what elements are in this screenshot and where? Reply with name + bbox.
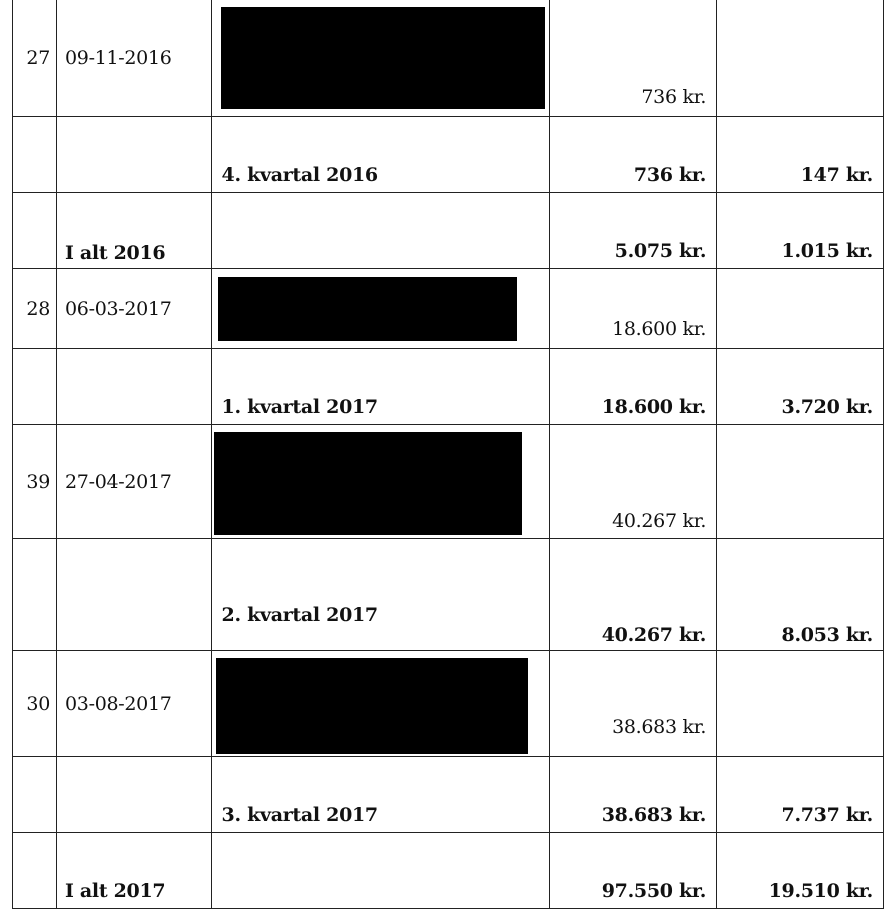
entry-amount: 38.683 kr.	[550, 651, 717, 757]
quarter-amount: 736 kr.	[550, 117, 717, 193]
quarter-vat: 147 kr.	[717, 117, 884, 193]
entry-vat	[717, 651, 884, 757]
redaction-block	[214, 432, 522, 535]
entry-vat	[717, 269, 884, 349]
year-total-amount: 97.550 kr.	[550, 833, 717, 909]
quarter-amount: 18.600 kr.	[550, 349, 717, 425]
year-total-vat: 19.510 kr.	[717, 833, 884, 909]
table-row-entry	[13, 269, 884, 349]
entry-description	[211, 651, 550, 757]
table-row-entry	[13, 425, 884, 539]
quarter-label-cell	[211, 117, 550, 193]
quarter-vat: 8.053 kr.	[717, 539, 884, 651]
table-row-entry	[13, 651, 884, 757]
table-row-year-total	[13, 193, 884, 269]
quarter-amount: 40.267 kr.	[550, 539, 717, 651]
entry-date: 06-03-2017	[57, 269, 212, 349]
table-row-quarter	[13, 757, 884, 833]
year-total-vat: 1.015 kr.	[717, 193, 884, 269]
quarter-label: 2. kvartal 2017	[221, 604, 378, 626]
table-row-entry	[13, 0, 884, 117]
ledger-table	[12, 0, 884, 909]
table-row-quarter	[13, 539, 884, 651]
empty-cell	[57, 757, 212, 833]
redaction-block	[218, 277, 517, 341]
entry-description	[211, 269, 550, 349]
entry-date: 09-11-2016	[57, 0, 212, 117]
quarter-label: 4. kvartal 2016	[221, 164, 378, 186]
quarter-label: 3. kvartal 2017	[221, 804, 378, 826]
entry-number: 27	[13, 0, 57, 117]
entry-date: 03-08-2017	[57, 651, 212, 757]
year-total-label-cell	[57, 193, 212, 269]
empty-cell	[57, 117, 212, 193]
quarter-label-cell	[211, 757, 550, 833]
entry-number: 30	[13, 651, 57, 757]
quarter-label: 1. kvartal 2017	[221, 396, 378, 418]
empty-cell	[13, 349, 57, 425]
entry-amount: 736 kr.	[550, 0, 717, 117]
empty-cell	[13, 117, 57, 193]
empty-cell	[13, 757, 57, 833]
entry-number: 28	[13, 269, 57, 349]
entry-date: 27-04-2017	[57, 425, 212, 539]
quarter-vat: 7.737 kr.	[717, 757, 884, 833]
entry-number: 39	[13, 425, 57, 539]
redaction-block	[221, 7, 545, 109]
year-total-label-cell	[57, 833, 212, 909]
empty-cell	[57, 349, 212, 425]
entry-amount: 40.267 kr.	[550, 425, 717, 539]
empty-cell	[57, 539, 212, 651]
table-row-year-total	[13, 833, 884, 909]
empty-cell	[13, 833, 57, 909]
year-total-label: I alt 2017	[65, 880, 166, 902]
empty-cell	[13, 539, 57, 651]
quarter-label-cell	[211, 539, 550, 651]
empty-cell	[13, 193, 57, 269]
table-row-quarter	[13, 349, 884, 425]
year-total-amount: 5.075 kr.	[550, 193, 717, 269]
entry-amount: 18.600 kr.	[550, 269, 717, 349]
empty-cell	[211, 833, 550, 909]
entry-vat	[717, 0, 884, 117]
year-total-label: I alt 2016	[65, 242, 166, 264]
table-row-quarter	[13, 117, 884, 193]
quarter-amount: 38.683 kr.	[550, 757, 717, 833]
entry-description	[211, 0, 550, 117]
entry-description	[211, 425, 550, 539]
empty-cell	[211, 193, 550, 269]
quarter-label-cell	[211, 349, 550, 425]
redaction-block	[216, 658, 528, 754]
entry-vat	[717, 425, 884, 539]
quarter-vat: 3.720 kr.	[717, 349, 884, 425]
